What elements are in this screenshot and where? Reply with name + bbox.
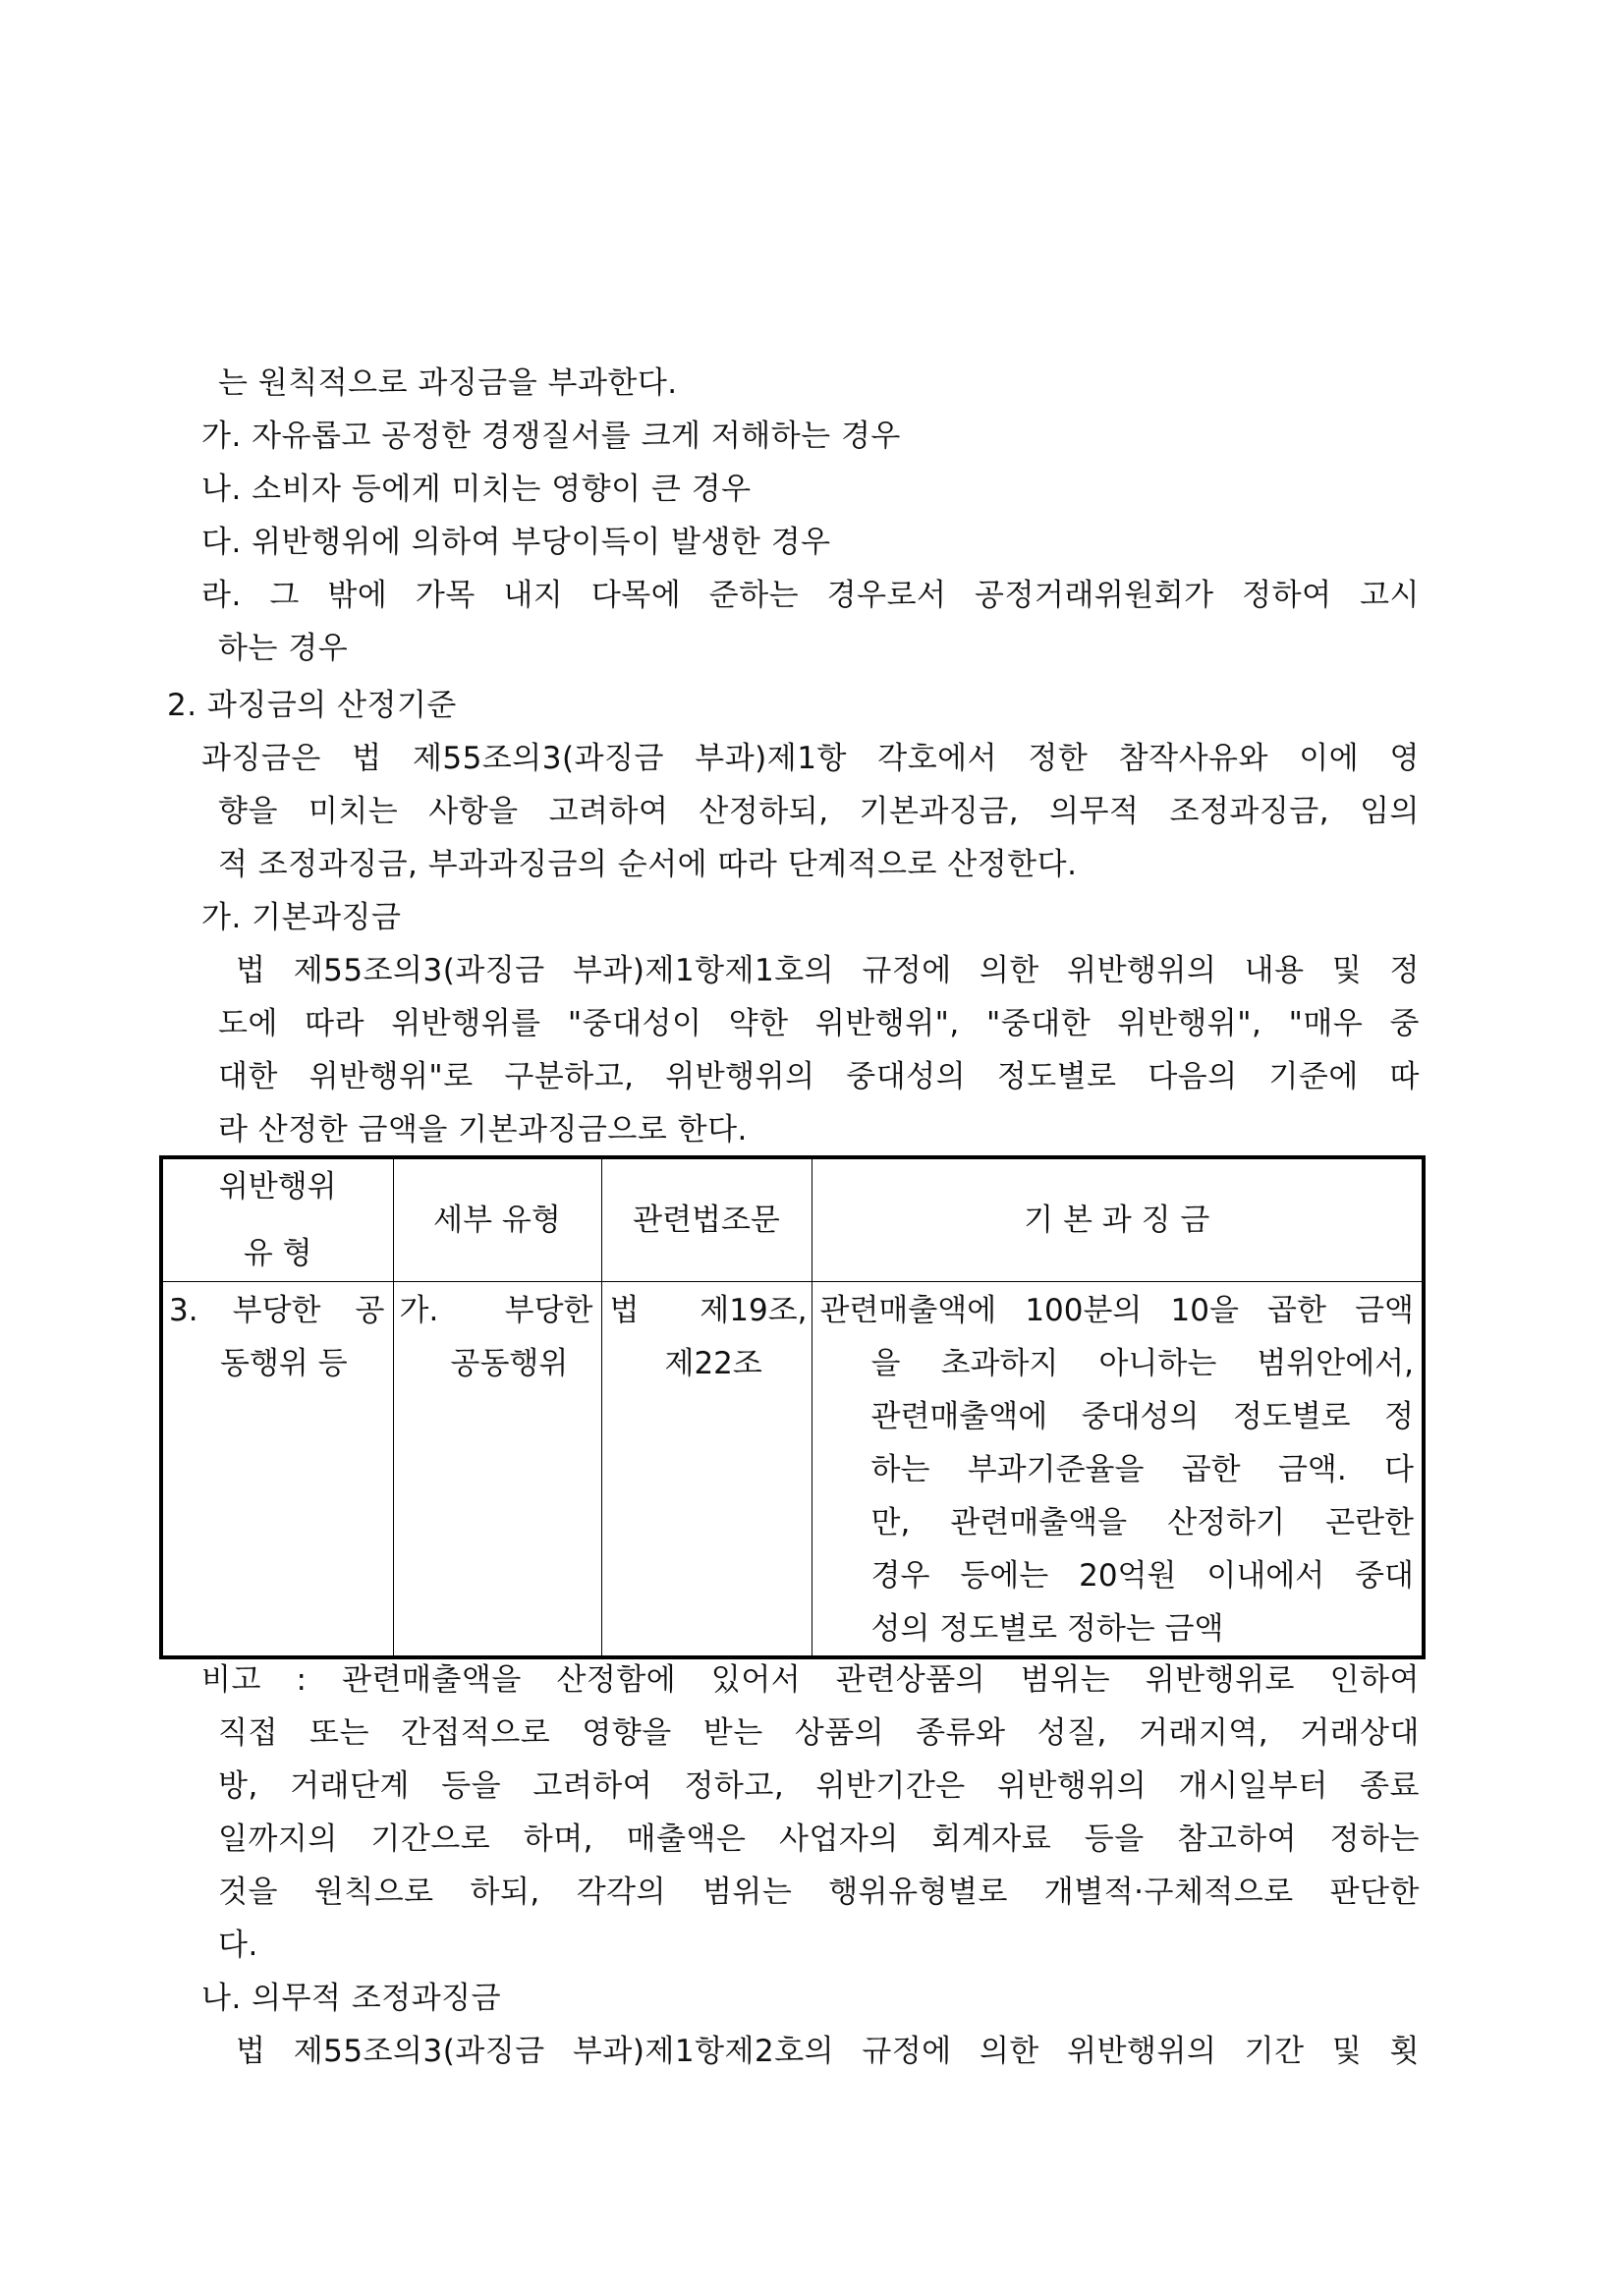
cell-text: 동행위 등 [220, 1346, 348, 1381]
paragraph-line: 라 산정한 금액을 기본과징금으로 한다. [218, 1112, 748, 1148]
text-line: 는 원칙적으로 과징금을 부과한다. [218, 365, 678, 401]
header-text: 위반행위 [218, 1169, 337, 1204]
section-heading: 2. 과징금의 산정기준 [167, 688, 457, 723]
paragraph-line: 적 조정과징금, 부과과징금의 순서에 따라 단계적으로 산정한다. [218, 847, 1078, 882]
paragraph-line: 향을 미치는 사항을 고려하여 산정하되, 기본과징금, 의무적 조정과징금, 임의 [218, 794, 1420, 829]
paragraph-line: 법 제55조의3(과징금 부과)제1항제2호의 규정에 의한 위반행위의 기간 및 횟 [236, 2034, 1420, 2069]
list-item-da: 다. 위반행위에 의하여 부당이득이 발생한 경우 [201, 525, 831, 560]
cell-text: 만, 관련매출액을 산정하기 곤란한 [870, 1505, 1414, 1540]
cell-text: 3. 부당한 공 [169, 1293, 385, 1328]
cell-text: 제22조 [664, 1346, 762, 1381]
list-item-ra: 라. 그 밖에 가목 내지 다목에 준하는 경우로서 공정거래위원회가 정하여 고시 [201, 578, 1420, 613]
note-line: 일까지의 기간으로 하며, 매출액은 사업자의 회계자료 등을 참고하여 정하는 [218, 1821, 1420, 1857]
subsection-heading: 나. 의무적 조정과징금 [201, 1981, 502, 2016]
fine-table [159, 1155, 1426, 1659]
header-base-fine: 기 본 과 징 금 [812, 1157, 1424, 1282]
paragraph-line: 도에 따라 위반행위를 "중대성이 약한 위반행위", "중대한 위반행위", "매우 중 [218, 1006, 1420, 1041]
cell-text: 경우 등에는 20억원 이내에서 중대 [870, 1558, 1414, 1594]
cell-text: 법 제19조, [609, 1293, 808, 1328]
note-line: 다. [218, 1928, 258, 1963]
table-row [161, 1282, 1424, 1658]
list-item-na: 나. 소비자 등에게 미치는 영향이 큰 경우 [201, 472, 752, 507]
header-related-law: 관련법조문 [601, 1157, 812, 1282]
cell-text: 성의 정도별로 정하는 금액 [870, 1611, 1224, 1647]
cell-detail-type [393, 1282, 601, 1658]
cell-text: 공동행위 [450, 1346, 569, 1381]
cell-violation-type [161, 1282, 393, 1658]
cell-text: 가. 부당한 [399, 1293, 593, 1328]
note-line: 방, 거래단계 등을 고려하여 정하고, 위반기간은 위반행위의 개시일부터 종료 [218, 1768, 1420, 1804]
header-detail-type: 세부 유형 [393, 1157, 601, 1282]
list-item-ga: 가. 자유롭고 공정한 경쟁질서를 크게 저해하는 경우 [201, 419, 901, 454]
note-line: 것을 원칙으로 하되, 각각의 범위는 행위유형별로 개별적·구체적으로 판단한 [218, 1875, 1420, 1910]
paragraph-line: 대한 위반행위"로 구분하고, 위반행위의 중대성의 정도별로 다음의 기준에 따 [218, 1059, 1420, 1094]
cell-text: 을 초과하지 아니하는 범위안에서, [870, 1346, 1414, 1381]
header-text: 유 형 [243, 1236, 312, 1271]
note-line: 직접 또는 간접적으로 영향을 받는 상품의 종류와 성질, 거래지역, 거래상대 [218, 1715, 1420, 1751]
paragraph-line: 과징금은 법 제55조의3(과징금 부과)제1항 각호에서 정한 참작사유와 이에 영 [201, 741, 1420, 776]
header-violation-type [161, 1157, 393, 1282]
table-header-row [161, 1157, 1424, 1282]
cell-text: 관련매출액에 중대성의 정도별로 정 [870, 1399, 1414, 1434]
subsection-heading: 가. 기본과징금 [201, 900, 402, 935]
note-line: 비고 : 관련매출액을 산정함에 있어서 관련상품의 범위는 위반행위로 인하여 [201, 1662, 1420, 1698]
cell-base-fine [812, 1282, 1424, 1658]
cell-related-law [601, 1282, 812, 1658]
cell-text: 하는 부과기준율을 곱한 금액. 다 [870, 1452, 1414, 1487]
cell-text: 관련매출액에 100분의 10을 곱한 금액 [819, 1293, 1414, 1328]
text-line: 하는 경우 [218, 631, 349, 666]
paragraph-line: 법 제55조의3(과징금 부과)제1항제1호의 규정에 의한 위반행위의 내용 및 정 [236, 953, 1420, 988]
